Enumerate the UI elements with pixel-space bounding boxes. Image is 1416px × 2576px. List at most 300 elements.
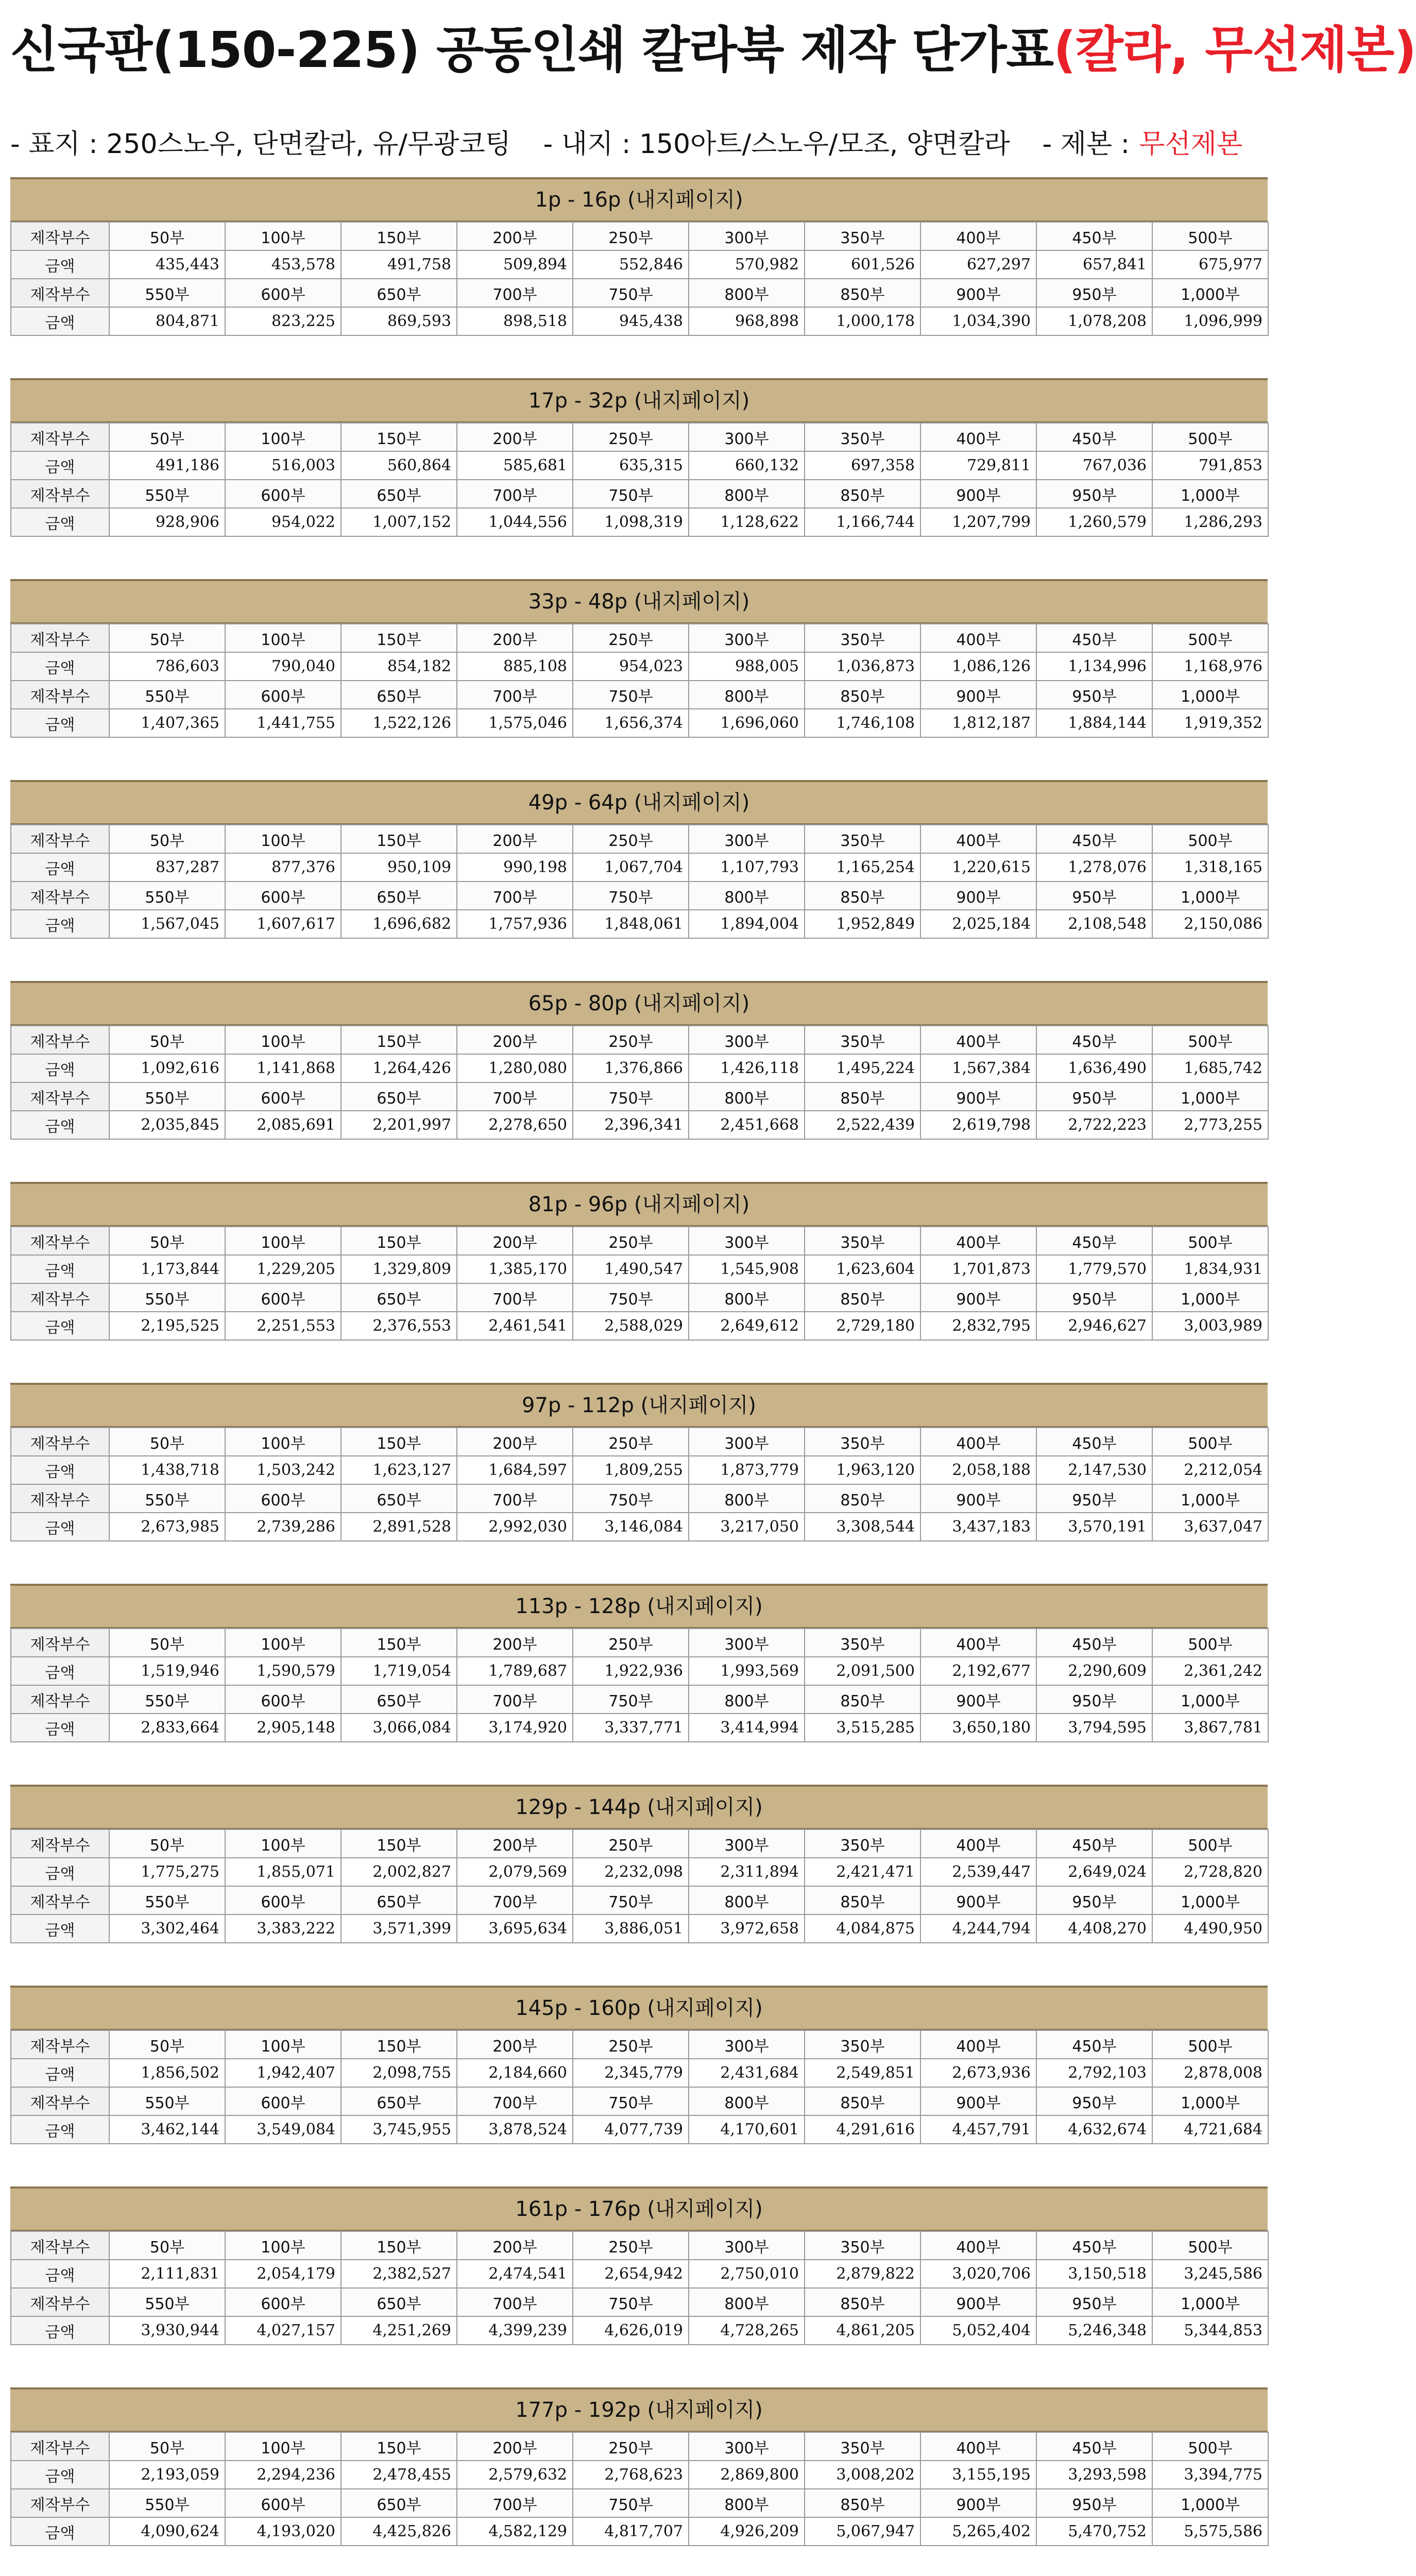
qty-cell: 1,000부 [1152, 681, 1268, 709]
price-cell: 2,750,010 [689, 2260, 805, 2288]
qty-cell: 50부 [109, 423, 225, 451]
price-cell: 491,758 [341, 250, 457, 279]
price-cell: 435,443 [109, 250, 225, 279]
qty-cell: 1,000부 [1152, 1685, 1268, 1714]
price-cell: 4,077,739 [573, 2115, 689, 2144]
price-label: 금액 [11, 250, 109, 279]
price-cell: 2,992,030 [457, 1513, 573, 1541]
qty-cell: 900부 [920, 1283, 1036, 1312]
qty-cell: 100부 [225, 1227, 341, 1255]
qty-cell: 550부 [109, 480, 225, 508]
price-cell: 4,251,269 [341, 2316, 457, 2345]
section-title: 97p - 112p (내지페이지) [10, 1383, 1268, 1427]
price-table [10, 2231, 1269, 2345]
qty-label: 제작부수 [11, 1283, 109, 1312]
qty-cell: 900부 [920, 2489, 1036, 2517]
price-cell: 2,085,691 [225, 1111, 341, 1139]
price-cell: 3,414,994 [689, 1714, 805, 1742]
price-cell: 1,007,152 [341, 508, 457, 536]
qty-cell: 400부 [920, 1227, 1036, 1255]
price-cell: 1,623,604 [805, 1255, 920, 1283]
qty-cell: 350부 [805, 2432, 920, 2461]
price-cell: 1,495,224 [805, 1054, 920, 1082]
qty-label: 제작부수 [11, 681, 109, 709]
qty-cell: 200부 [457, 2231, 573, 2260]
price-cell: 2,588,029 [573, 1312, 689, 1340]
qty-cell: 300부 [689, 2030, 805, 2059]
qty-label: 제작부수 [11, 1227, 109, 1255]
price-cell: 1,809,255 [573, 1456, 689, 1484]
qty-cell: 850부 [805, 1484, 920, 1513]
qty-row [11, 1886, 1268, 1914]
spec-binding-value: 무선제본 [1139, 129, 1243, 160]
qty-cell: 650부 [341, 681, 457, 709]
price-cell: 2,294,236 [225, 2461, 341, 2489]
price-cell: 804,871 [109, 307, 225, 335]
qty-label: 제작부수 [11, 1484, 109, 1513]
section-title: 145p - 160p (내지페이지) [10, 1986, 1268, 2030]
price-cell: 3,020,706 [920, 2260, 1036, 2288]
price-cell: 1,044,556 [457, 508, 573, 536]
qty-cell: 250부 [573, 1227, 689, 1255]
qty-row [11, 423, 1268, 451]
qty-cell: 900부 [920, 279, 1036, 307]
price-cell: 4,861,205 [805, 2316, 920, 2345]
price-cell: 2,431,684 [689, 2059, 805, 2087]
price-cell: 2,946,627 [1036, 1312, 1152, 1340]
qty-cell: 1,000부 [1152, 480, 1268, 508]
qty-cell: 750부 [573, 882, 689, 910]
price-cell: 1,656,374 [573, 709, 689, 737]
qty-label: 제작부수 [11, 423, 109, 451]
price-cell: 988,005 [689, 652, 805, 681]
price-cell: 635,315 [573, 451, 689, 480]
price-row [11, 2316, 1268, 2345]
price-cell: 2,382,527 [341, 2260, 457, 2288]
price-row [11, 1858, 1268, 1886]
qty-cell: 700부 [457, 2489, 573, 2517]
price-cell: 2,311,894 [689, 1858, 805, 1886]
spec-binding-label: - 제본 : [1042, 129, 1130, 160]
price-cell: 4,582,129 [457, 2517, 573, 2546]
qty-cell: 450부 [1036, 2432, 1152, 2461]
price-cell: 1,575,046 [457, 709, 573, 737]
qty-cell: 450부 [1036, 1829, 1152, 1858]
qty-cell: 600부 [225, 681, 341, 709]
qty-cell: 250부 [573, 1629, 689, 1657]
price-cell: 2,278,650 [457, 1111, 573, 1139]
qty-cell: 350부 [805, 222, 920, 250]
qty-cell: 550부 [109, 2489, 225, 2517]
section-title: 161p - 176p (내지페이지) [10, 2187, 1268, 2231]
price-cell: 4,027,157 [225, 2316, 341, 2345]
price-cell: 1,919,352 [1152, 709, 1268, 737]
price-cell: 1,856,502 [109, 2059, 225, 2087]
qty-cell: 1,000부 [1152, 1283, 1268, 1312]
price-cell: 3,146,084 [573, 1513, 689, 1541]
price-cell: 2,150,086 [1152, 910, 1268, 938]
price-cell: 2,879,822 [805, 2260, 920, 2288]
price-cell: 4,926,209 [689, 2517, 805, 2546]
price-cell: 4,626,019 [573, 2316, 689, 2345]
qty-cell: 250부 [573, 1829, 689, 1858]
price-cell: 2,195,525 [109, 1312, 225, 1340]
price-cell: 1,636,490 [1036, 1054, 1152, 1082]
section-title: 81p - 96p (내지페이지) [10, 1182, 1268, 1226]
qty-cell: 100부 [225, 222, 341, 250]
price-cell: 1,376,866 [573, 1054, 689, 1082]
price-cell: 3,695,634 [457, 1914, 573, 1943]
qty-cell: 200부 [457, 624, 573, 652]
qty-label: 제작부수 [11, 2087, 109, 2115]
qty-cell: 450부 [1036, 1428, 1152, 1456]
price-cell: 5,265,402 [920, 2517, 1036, 2546]
price-cell: 990,198 [457, 853, 573, 882]
price-table [10, 1427, 1269, 1541]
qty-cell: 550부 [109, 279, 225, 307]
qty-cell: 400부 [920, 825, 1036, 853]
qty-cell: 350부 [805, 1629, 920, 1657]
qty-cell: 950부 [1036, 882, 1152, 910]
price-section [10, 981, 1268, 1182]
price-cell: 2,869,800 [689, 2461, 805, 2489]
price-cell: 2,025,184 [920, 910, 1036, 938]
qty-row [11, 1829, 1268, 1858]
price-cell: 1,278,076 [1036, 853, 1152, 882]
price-cell: 1,696,060 [689, 709, 805, 737]
price-cell: 1,092,616 [109, 1054, 225, 1082]
price-cell: 4,817,707 [573, 2517, 689, 2546]
price-cell: 1,141,868 [225, 1054, 341, 1082]
qty-cell: 800부 [689, 1484, 805, 1513]
price-cell: 675,977 [1152, 250, 1268, 279]
price-cell: 2,184,660 [457, 2059, 573, 2087]
price-cell: 2,522,439 [805, 1111, 920, 1139]
price-cell: 1,503,242 [225, 1456, 341, 1484]
price-cell: 1,329,809 [341, 1255, 457, 1283]
qty-cell: 150부 [341, 1026, 457, 1054]
price-cell: 945,438 [573, 307, 689, 335]
price-cell: 2,474,541 [457, 2260, 573, 2288]
price-cell: 898,518 [457, 307, 573, 335]
price-cell: 3,174,920 [457, 1714, 573, 1742]
price-cell: 2,549,851 [805, 2059, 920, 2087]
qty-cell: 950부 [1036, 1082, 1152, 1111]
price-row [11, 508, 1268, 536]
qty-cell: 150부 [341, 423, 457, 451]
price-cell: 1,286,293 [1152, 508, 1268, 536]
price-cell: 2,739,286 [225, 1513, 341, 1541]
price-cell: 3,878,524 [457, 2115, 573, 2144]
qty-cell: 600부 [225, 279, 341, 307]
qty-cell: 750부 [573, 2489, 689, 2517]
qty-cell: 350부 [805, 2231, 920, 2260]
price-row [11, 1456, 1268, 1484]
qty-cell: 500부 [1152, 1026, 1268, 1054]
qty-cell: 850부 [805, 882, 920, 910]
price-cell: 1,036,873 [805, 652, 920, 681]
price-cell: 823,225 [225, 307, 341, 335]
price-table [10, 422, 1269, 537]
section-title: 113p - 128p (내지페이지) [10, 1584, 1268, 1628]
qty-row [11, 222, 1268, 250]
qty-cell: 650부 [341, 279, 457, 307]
qty-cell: 800부 [689, 2489, 805, 2517]
qty-cell: 1,000부 [1152, 1484, 1268, 1513]
qty-label: 제작부수 [11, 480, 109, 508]
price-cell: 2,579,632 [457, 2461, 573, 2489]
price-row [11, 1255, 1268, 1283]
price-row [11, 652, 1268, 681]
qty-cell: 650부 [341, 1886, 457, 1914]
price-cell: 2,461,541 [457, 1312, 573, 1340]
qty-label: 제작부수 [11, 222, 109, 250]
qty-cell: 550부 [109, 882, 225, 910]
qty-row [11, 2489, 1268, 2517]
qty-label: 제작부수 [11, 1428, 109, 1456]
price-row [11, 1914, 1268, 1943]
price-cell: 1,607,617 [225, 910, 341, 938]
qty-label: 제작부수 [11, 2288, 109, 2316]
price-cell: 2,376,553 [341, 1312, 457, 1340]
section-title: 65p - 80p (내지페이지) [10, 981, 1268, 1025]
price-cell: 2,421,471 [805, 1858, 920, 1886]
price-cell: 3,570,191 [1036, 1513, 1152, 1541]
qty-cell: 500부 [1152, 2432, 1268, 2461]
qty-cell: 600부 [225, 2288, 341, 2316]
price-cell: 4,291,616 [805, 2115, 920, 2144]
qty-cell: 950부 [1036, 480, 1152, 508]
qty-cell: 1,000부 [1152, 2288, 1268, 2316]
price-cell: 1,855,071 [225, 1858, 341, 1886]
price-cell: 954,023 [573, 652, 689, 681]
price-cell: 4,084,875 [805, 1914, 920, 1943]
price-label: 금액 [11, 2316, 109, 2345]
price-cell: 1,590,579 [225, 1657, 341, 1685]
price-cell: 790,040 [225, 652, 341, 681]
qty-label: 제작부수 [11, 624, 109, 652]
price-cell: 1,220,615 [920, 853, 1036, 882]
qty-cell: 650부 [341, 882, 457, 910]
qty-label: 제작부수 [11, 1026, 109, 1054]
price-cell: 1,757,936 [457, 910, 573, 938]
spec-inner: - 내지 : 150아트/스노우/모조, 양면칼라 [543, 129, 1010, 160]
price-cell: 1,873,779 [689, 1456, 805, 1484]
qty-cell: 950부 [1036, 1283, 1152, 1312]
qty-cell: 900부 [920, 480, 1036, 508]
price-cell: 3,867,781 [1152, 1714, 1268, 1742]
section-title: 33p - 48p (내지페이지) [10, 579, 1268, 623]
qty-cell: 50부 [109, 1629, 225, 1657]
price-cell: 950,109 [341, 853, 457, 882]
price-row [11, 1312, 1268, 1340]
price-cell: 4,170,601 [689, 2115, 805, 2144]
price-cell: 786,603 [109, 652, 225, 681]
price-label: 금액 [11, 1456, 109, 1484]
price-label: 금액 [11, 307, 109, 335]
price-table [10, 623, 1269, 738]
qty-cell: 650부 [341, 2489, 457, 2517]
qty-cell: 200부 [457, 1428, 573, 1456]
price-row [11, 451, 1268, 480]
price-cell: 3,394,775 [1152, 2461, 1268, 2489]
qty-cell: 800부 [689, 1685, 805, 1714]
qty-label: 제작부수 [11, 825, 109, 853]
price-row [11, 910, 1268, 938]
qty-cell: 450부 [1036, 2030, 1152, 2059]
qty-cell: 300부 [689, 1428, 805, 1456]
qty-cell: 700부 [457, 1685, 573, 1714]
price-cell: 2,212,054 [1152, 1456, 1268, 1484]
price-row [11, 250, 1268, 279]
price-cell: 509,894 [457, 250, 573, 279]
qty-cell: 500부 [1152, 1829, 1268, 1858]
qty-cell: 150부 [341, 1629, 457, 1657]
price-cell: 3,383,222 [225, 1914, 341, 1943]
qty-cell: 700부 [457, 1283, 573, 1312]
qty-cell: 900부 [920, 1685, 1036, 1714]
price-section [10, 378, 1268, 579]
price-row [11, 853, 1268, 882]
price-cell: 3,066,084 [341, 1714, 457, 1742]
price-cell: 2,773,255 [1152, 1111, 1268, 1139]
qty-cell: 500부 [1152, 222, 1268, 250]
qty-cell: 100부 [225, 2231, 341, 2260]
price-cell: 1,567,045 [109, 910, 225, 938]
price-row [11, 1111, 1268, 1139]
price-label: 금액 [11, 1714, 109, 1742]
price-cell: 2,905,148 [225, 1714, 341, 1742]
qty-label: 제작부수 [11, 882, 109, 910]
price-section [10, 2187, 1268, 2387]
price-cell: 3,972,658 [689, 1914, 805, 1943]
qty-cell: 800부 [689, 1283, 805, 1312]
price-cell: 3,003,989 [1152, 1312, 1268, 1340]
qty-cell: 700부 [457, 2087, 573, 2115]
price-cell: 3,308,544 [805, 1513, 920, 1541]
price-cell: 2,833,664 [109, 1714, 225, 1742]
qty-label: 제작부수 [11, 1685, 109, 1714]
qty-row [11, 1082, 1268, 1111]
qty-cell: 100부 [225, 2432, 341, 2461]
qty-cell: 600부 [225, 1886, 341, 1914]
qty-cell: 1,000부 [1152, 882, 1268, 910]
qty-cell: 650부 [341, 480, 457, 508]
price-cell: 560,864 [341, 451, 457, 480]
qty-row [11, 2231, 1268, 2260]
qty-cell: 300부 [689, 2432, 805, 2461]
price-cell: 1,952,849 [805, 910, 920, 938]
price-cell: 1,165,254 [805, 853, 920, 882]
price-cell: 4,090,624 [109, 2517, 225, 2546]
qty-cell: 300부 [689, 222, 805, 250]
qty-cell: 600부 [225, 2087, 341, 2115]
price-cell: 791,853 [1152, 451, 1268, 480]
qty-cell: 850부 [805, 1685, 920, 1714]
price-cell: 954,022 [225, 508, 341, 536]
price-cell: 1,942,407 [225, 2059, 341, 2087]
qty-cell: 200부 [457, 1629, 573, 1657]
qty-cell: 300부 [689, 1629, 805, 1657]
qty-cell: 800부 [689, 1886, 805, 1914]
price-row [11, 2115, 1268, 2144]
qty-cell: 500부 [1152, 2231, 1268, 2260]
qty-cell: 250부 [573, 222, 689, 250]
qty-cell: 350부 [805, 1428, 920, 1456]
price-cell: 1,034,390 [920, 307, 1036, 335]
qty-cell: 400부 [920, 423, 1036, 451]
qty-row [11, 681, 1268, 709]
qty-cell: 650부 [341, 1082, 457, 1111]
qty-label: 제작부수 [11, 1082, 109, 1111]
price-cell: 767,036 [1036, 451, 1152, 480]
price-cell: 1,993,569 [689, 1657, 805, 1685]
qty-cell: 900부 [920, 1082, 1036, 1111]
price-row [11, 1657, 1268, 1685]
qty-cell: 600부 [225, 1082, 341, 1111]
price-row [11, 2059, 1268, 2087]
qty-cell: 400부 [920, 222, 1036, 250]
price-table [10, 2030, 1269, 2144]
price-cell: 3,217,050 [689, 1513, 805, 1541]
price-cell: 1,789,687 [457, 1657, 573, 1685]
price-cell: 1,848,061 [573, 910, 689, 938]
price-section [10, 2387, 1268, 2576]
qty-cell: 200부 [457, 423, 573, 451]
section-title: 17p - 32p (내지페이지) [10, 378, 1268, 422]
qty-cell: 500부 [1152, 423, 1268, 451]
price-cell: 601,526 [805, 250, 920, 279]
qty-cell: 200부 [457, 2432, 573, 2461]
qty-cell: 100부 [225, 1829, 341, 1858]
price-cell: 837,287 [109, 853, 225, 882]
qty-cell: 700부 [457, 1886, 573, 1914]
qty-cell: 750부 [573, 279, 689, 307]
qty-cell: 1,000부 [1152, 2087, 1268, 2115]
price-cell: 1,684,597 [457, 1456, 573, 1484]
qty-cell: 500부 [1152, 1428, 1268, 1456]
price-cell: 3,302,464 [109, 1914, 225, 1943]
price-cell: 1,086,126 [920, 652, 1036, 681]
price-label: 금액 [11, 1858, 109, 1886]
price-cell: 2,654,942 [573, 2260, 689, 2288]
qty-row [11, 1026, 1268, 1054]
qty-cell: 900부 [920, 2087, 1036, 2115]
qty-cell: 200부 [457, 1227, 573, 1255]
qty-cell: 800부 [689, 480, 805, 508]
price-cell: 1,229,205 [225, 1255, 341, 1283]
section-title: 129p - 144p (내지페이지) [10, 1785, 1268, 1829]
price-cell: 1,107,793 [689, 853, 805, 882]
qty-cell: 750부 [573, 1685, 689, 1714]
price-cell: 516,003 [225, 451, 341, 480]
price-section [10, 1383, 1268, 1584]
qty-cell: 150부 [341, 2231, 457, 2260]
qty-label: 제작부수 [11, 2432, 109, 2461]
qty-cell: 300부 [689, 1026, 805, 1054]
price-cell: 2,098,755 [341, 2059, 457, 2087]
qty-cell: 800부 [689, 681, 805, 709]
qty-cell: 750부 [573, 1484, 689, 1513]
price-cell: 2,673,936 [920, 2059, 1036, 2087]
qty-row [11, 279, 1268, 307]
price-label: 금액 [11, 2461, 109, 2489]
qty-cell: 350부 [805, 2030, 920, 2059]
price-cell: 1,696,682 [341, 910, 457, 938]
qty-cell: 400부 [920, 1629, 1036, 1657]
qty-cell: 500부 [1152, 825, 1268, 853]
qty-cell: 650부 [341, 1685, 457, 1714]
